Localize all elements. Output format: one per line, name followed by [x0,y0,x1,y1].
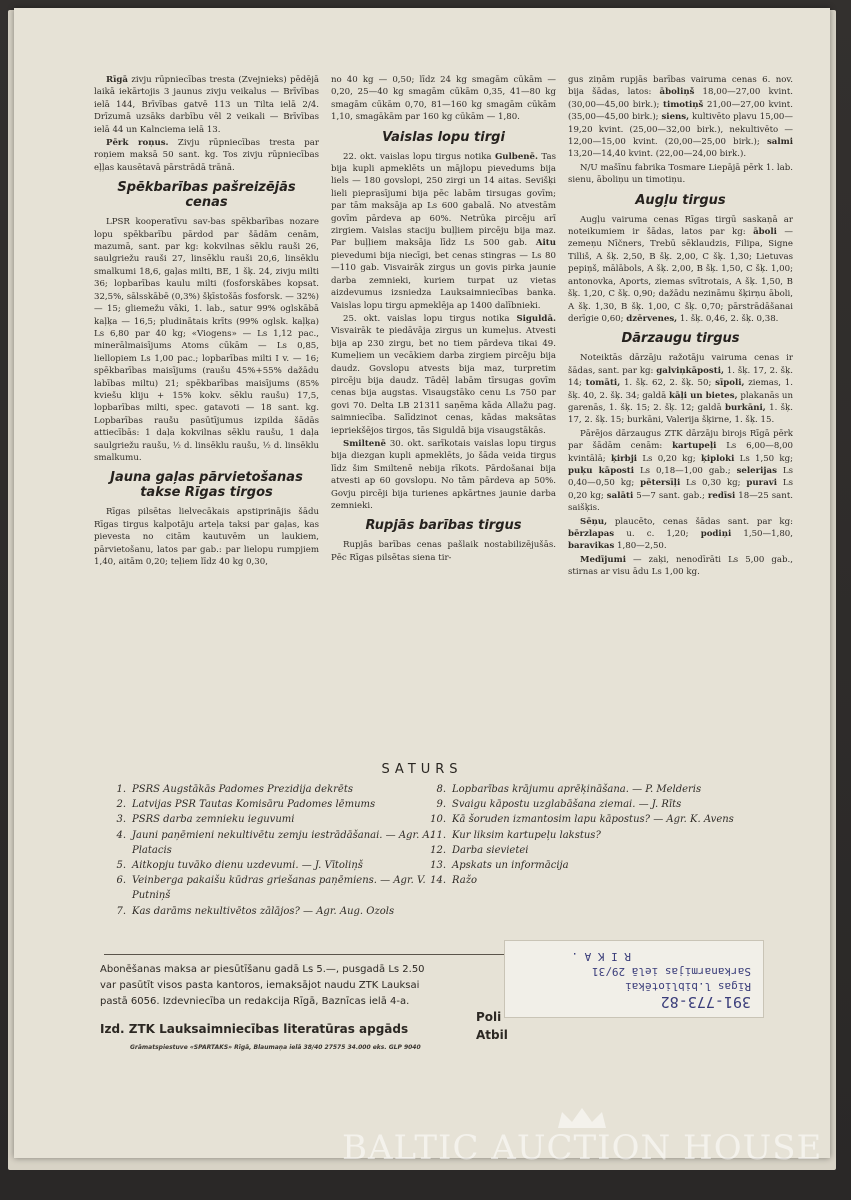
paragraph-text: plaucēto, cenas šādas sant. par kg: [607,516,793,527]
paragraph-text: 18,00—27,00 kvint. (30,00—45,00 birk.); [568,87,793,110]
contents-item-title: Kas darāms nekultivētos zālājos? — Agr. Aug. Ozols [132,905,395,917]
paragraph-text: pievedumi bija niecīgi, bet cenas stingras — Ls 80—110 gab. Visvairāk zirgus un govis pirka jaunie darba zemnieki, kuriem turpat uz vietas aizdevumus izsniedza Lauksaimniecības banka. Vaislas lopu tirgu apmeklēja ap 1400 dalībnieki. [331,250,556,311]
stamp-line: 391-773-82 [660,993,751,1011]
article-columns [94,74,794,754]
emphasis: puravi [746,478,778,489]
emphasis: sīpoli, [715,378,745,389]
contents-item [428,782,758,797]
contents-item-title: Latvijas PSR Tautas Komisāru Padomes lēmums [132,799,376,811]
contents-item-number: 13. [430,860,446,872]
paragraph-text: 22. okt. vaislas lopu tirgus notika [343,151,495,162]
contents-item-number: 7. [116,905,126,917]
contents-item-title: Kur liksim kartupeļu lakstus? [452,829,601,841]
emphasis: Medījumi [580,554,626,565]
subscription-line: var pasūtīt visos pasta kantoros, iemaksājot naudu ZTK Lauksai [100,980,420,991]
paragraph-lead: Pērk roņus. [106,138,169,149]
emphasis: bērzlapas [568,529,615,539]
contents-item-title: PSRS Augstākās Padomes Prezidija dekrēts [132,784,353,795]
paragraph: N/U mašīnu fabrika Tosmare Liepājā pērk 1. lab. sienu, āboliņu un timotiņu. [568,162,793,186]
paragraph-text: 1,50—1,80, [731,529,793,539]
paragraph: Rīgas pilsētas lielvecākais apstiprinājis šādu Rīgas tirgus kalpotāju arteļa taksi par gaļas, kas pievesta no citām kautuvēm un laukiem, pārvietošanu, latos par gab.: par lielopu rumpjiem 1,40, aitām 0,20; teļiem līdz 40 kg 0,30, [94,507,319,567]
paragraph-text: Ls 0,40—0,50 kg; [568,465,793,489]
paragraph-text: 1. šķ. 0,46, 2. šķ. 0,38. [677,313,779,324]
contents-item [428,797,758,812]
emphasis: ķiploki [700,453,735,464]
paragraph-text: kultivēto pļavu 15,00—19,20 kvint. (25,00—32,00 birk.), nekultivēto — 12,00—15,00 kvint. (20,00—25,00 birk.); [568,112,793,148]
paragraph-text: gus ziņām rupjās barības vairuma cenas 6. nov. bija šādas, latos: [568,75,793,98]
paragraph-text: Pārējos dārzaugus ZTK dārzāju birojs Rīgā pērk par šādām cenām: [568,428,793,452]
printer-imprint: Grāmatspiestuve «SPARTAKS» Rīgā, Blaumaņa ielā 38/40 27575 34.000 eks. GLP 9040 [130,1044,421,1051]
paragraph-text: Zivju rūpniecības tresta par roņiem maksā 50 sant. kg. Tos zivju rūpniecības eļļas kausētavā pārstrādā trānā. [94,138,319,173]
emphasis: pētersīļi [640,478,681,489]
emphasis: salmi [766,137,793,148]
paragraph [568,214,793,326]
section-heading: Jauna gaļas pārvietošanas takse Rīgas tirgos [110,470,303,501]
paragraph [94,137,319,174]
contents-item-title: Aitkopju tuvāko dienu uzdevumi. — J. Vītoliņš [132,860,363,872]
contents-item-title: Veinberga pakaišu kūdras griešanas paņēmiens. — Agr. V. Putniņš [132,875,426,902]
contents-item [108,873,438,903]
contents-item-number: 14. [430,875,446,887]
newspaper-page [14,8,830,1158]
contents-item-title: Darba sievietei [452,844,529,856]
paragraph [331,151,556,312]
section-heading: Augļu tirgus [635,192,726,208]
subscription-line: pastā 6056. Izdevniecība un redakcija Rīgā, Baznīcas ielā 4-a. [100,996,410,1007]
contents-item-title: Apskats un informācija [452,860,569,872]
paragraph [568,516,793,553]
section-heading: Spēkbarības pašreizējās cenas [117,180,296,211]
contents-item-title: Kā šoruden izmantosim lapu kāpostus? — Agr. K. Avens [452,814,734,826]
column-2 [331,74,556,754]
section-heading: Vaislas lopu tirgi [382,129,505,145]
emphasis: selerijas [736,465,777,476]
contents-item [108,812,438,827]
emphasis: galviņkāposti, [656,365,724,376]
emphasis: siens, [661,112,690,123]
editor-credit-line: Atbil [476,1028,508,1042]
paragraph-text: Tas bija kupli apmeklēts un mājlopu pievedums bija liels — 180 govslopi, 250 zirgi un 14 aitas. Sevišķi lieli pieprasījumi bija pēc labām tirsugas govīm; par tām maksāja ap Ls 600 gabalā. No atvestām govīm pārdeva ap 60%. Netrūka pircēju arī zirgiem. Vaislas staciju buļļiem pircēju bija maz. Par buļļiem maksāja līdz Ls 500 gab. [331,151,556,249]
contents-item-number: 1. [116,784,126,795]
paragraph-text: Augļu vairuma cenas Rīgas tirgū saskaņā ar noteikumiem ir šādas, latos par kg: [568,214,793,238]
emphasis: burkāni, [724,402,766,413]
emphasis: dzērvenes, [626,313,678,324]
paragraph [568,554,793,579]
contents-item-title: Jauni paņēmieni nekultivētu zemju iestrādāšanai. — Agr. A. Platacis [132,829,433,856]
contents-list-left [108,782,438,919]
paragraph-text: Ls 1,50 kg; [734,453,793,464]
paragraph-text: 25. okt. vaislas lopu tirgus notika [343,313,517,324]
contents-item [428,828,758,843]
column-1 [94,74,319,754]
stamp-line: Sarkanarmijas ielā 29/31 [592,965,751,978]
paragraph-text: 1,80—2,50. [614,541,667,552]
paragraph [568,74,793,161]
contents-item [428,843,758,858]
emphasis: puķu kāposti [568,465,635,476]
contents-item-number: 3. [116,814,126,826]
contents-item-number: 8. [436,784,446,795]
contents-item [108,828,438,858]
paragraph-text: Noteiktās dārzāju ražotāju vairuma cenas ir šādas, sant. par kg: [568,353,793,376]
contents-item [428,812,758,827]
contents-item-number: 6. [116,875,126,887]
emphasis: kartupeļi [672,441,717,452]
contents-item-title: PSRS darba zemnieku ieguvumi [132,814,295,826]
contents-item-number: 2. [116,799,126,811]
paragraph-text: 13,20—14,40 kvint. (22,00—24,00 birk.). [568,149,747,160]
emphasis: tomāti, [585,378,621,389]
contents-item [108,904,438,919]
emphasis: āboliņš [659,87,695,98]
paragraph [331,438,556,512]
contents-item [428,858,758,873]
auction-watermark [300,1106,840,1176]
library-label [504,940,764,1018]
watermark-text: BALTIC AUCTION HOUSE [342,1128,823,1168]
contents-title: SATURS [381,762,463,777]
emphasis: salāti [606,490,634,501]
emphasis: kāļi un bietes, [669,390,738,401]
paragraph-text: — zaķi, nenodīrāti Ls 5,00 gab., stirnas ar visu ādu Ls 1,00 kg. [568,554,793,578]
contents-item-number: 12. [430,844,446,856]
contents-list-right [428,782,758,888]
paragraph [331,313,556,437]
subscription-line: Abonēšanas maksa ar piesūtīšanu gadā Ls 5.—, pusgadā Ls 2.50 [100,964,425,975]
paragraph-text: 1. šķ. 62, 2. šķ. 50; [620,378,716,389]
paragraph-text: ziemas, 1. šķ. 40, 2. šķ. 34; galdā [568,378,793,401]
contents-item-title: Svaigu kāpostu uzglabāšana ziemai. — J. Rīts [452,799,682,811]
paragraph-text: 1. šķ. 17, 2. šķ. 14; [568,365,793,389]
paragraph-text: Ls 0,20 kg; [568,478,793,501]
emphasis: redīsi [707,490,736,501]
section-heading: Rupjās barības tirgus [365,518,522,534]
paragraph-text: 5—7 sant. gab.; [633,490,708,501]
subscription-info [100,962,510,1010]
emphasis: āboli [753,227,777,238]
contents-item-number: 11. [430,829,446,841]
paragraph: LPSR kooperatīvu sav-bas spēkbarības nozare lopu spēkbarību pārdod par šādām cenām, mazumā, sant. par kg: kokvilnas sēklu rauši 26, saulgriežu rauši 27, linsēklu rauši 20,6, linsēklu smalkumi 18,6, gaļas milti, BE, 1 šķ. 24, zivju milti 36; lopbarības kaulu milti (fosforskābes kopsat. 32,5%, sālsskābē (0,3%) šķīstošās fosforsk. — 32%) — 15; gliemežu vāki, 1. lab., satur 99% oglskābā kaļķa — 16,5; pludinātais krīts (99% oglsk. kaļķa) Ls 6,80 par 40 kg; «Viogens» — Ls 1,12 pac., minerālmaisījums Atoms cūkām — Ls 0,85, liellopiem Ls 1,00 pac.; lopbarības milti I v. — 16; spēkbarības maisījums (raušu 45%+55% dažādu labības miltu) 21; spēkbarības maisījums (85% kviešu kliju + 15% kokv. sēklu raušu) 17,5, lopbarības milti, spec. gatavoti — 18 sant. kg. Lopbarības raušu pasūtījumus izpilda šādās attiecībās: 1 daļa kokvilnas sēklu raušu, 1 daļa saulgriežu raušu, ½ d. linsēklu raušu, ½ d. linsēklu smalkumu. [94,217,319,463]
contents-item [108,782,438,797]
stamp-line: R I K A . [571,950,631,963]
section-heading: Dārzaugu tirgus [621,331,740,347]
emphasis: podiņi [700,529,732,539]
paragraph [568,352,793,426]
paragraph-text: 18—25 sant. saišķis. [568,490,793,514]
emphasis: ķirbji [610,453,638,464]
paragraph [568,428,793,515]
paragraph-text: Ls 0,18—1,00 gab.; [634,465,737,476]
contents-item [428,873,758,888]
paragraph-text: 30. okt. sarīkotais vaislas lopu tirgus bija diezgan kupli apmeklēts, jo šāda veida tirgus līdz šim Smiltenē nebija rīkots. Pārdošanai bija atvesti ap 60 govslopu. No tām pārdeva ap 50%. Govju pircēji bija turienes apkārtnes jaunie darba zemnieki. [331,438,556,511]
place-name: Smiltenē [343,438,386,449]
paragraph-text: Ls 0,30 kg; [680,478,747,489]
place-name: Siguldā. [516,313,556,324]
column-3 [568,74,793,754]
library-stamp [505,941,765,1019]
contents-item-number: 4. [116,829,126,841]
contents-item [108,858,438,873]
contents-item-title: Lopbarības krājumu aprēķināšana. — P. Melderis [452,784,702,795]
emphasis: baravikas [568,541,615,552]
emphasis: Aitu [535,238,556,249]
paragraph-text: zivju rūpniecības tresta (Zvejnieks) pēdējā laikā iekārtojis 3 jaunus zivju veikalus — Brīvības ielā 144, Brīvības gatvē 113 un Tilta ielā 2/4. Drīzumā uzsāks darbību vēl 2 veikali — Brīvības ielā 44 un Kalnciema ielā 13. [94,75,319,135]
contents-item-title: Ražo [452,875,478,887]
contents-item-number: 10. [430,814,446,826]
paragraph: Rupjās barības cenas pašlaik nostabilizējušās. Pēc Rīgas pilsētas siena tir- [331,540,556,563]
emphasis: Sēņu, [580,516,608,527]
publisher-line: Izd. ZTK Lauksaimniecības literatūras apgāds [100,1022,409,1036]
contents-item [108,797,438,812]
paragraph-text: Visvairāk te piedāvāja zirgus un kumeļus. Atvesti bija ap 230 zirgu, bet no tiem pārdeva tikai 49. Kumeļiem un vecākiem darba zirgiem pircēju bija daudz. Govslopu atvests bija maz, turpretim pircēju bija daudz. Tādēļ labām tīrsugas govīm cenas bija augstas. Visaugstāko cenu Ls 750 par govi 70. Delta LB 21311 saņēma kāda Allažu pag. saimniecība. Salīdzinot cenas, kādas maksātas iepriekšējos tirgos, tās Siguldā bija visaugstākās. [331,326,556,436]
paragraph-text: plakanās un garenās, 1. šķ. 15; 2. šķ. 12; galdā [568,390,793,413]
paragraph-text: u. c. 1,20; [614,529,701,539]
contents-item-number: 9. [436,799,446,811]
paragraph-text: Ls 0,20 kg; [637,453,701,464]
editor-credit-line: Poli [476,1010,502,1024]
paragraph: no 40 kg — 0,50; līdz 24 kg smagām cūkām — 0,20, 25—40 kg smagām cūkām 0,35, 41—80 kg smagām cūkām 0,70, 81—160 kg smagām cūkām 1,10, smagākām par 160 kg cūkām — 1,80. [331,75,556,123]
stamp-line: Rīgas l.bibliotēkai [625,980,751,993]
paragraph-text: Ls 6,00—8,00 kvintālā; [568,441,793,464]
paragraph-text: — zemeņu Nīčners, Trebū sēklaudzis, Filipa, Signe Tilliš, A šķ. 2,50, B šķ. 2,00, C šķ. 1,30; Lietuvas pepiņš, mālābols, A šķ. 2,00, B šķ. 1,50, C šķ. 1,00; antonovka, Aports, ziemas svītrotais, A šķ. 1,50, B šķ. 1,20, C šķ. 0,90; dažādu nezināmu šķirņu āboli, A šķ. 1,30, B šķ. 1,00, C šķ. 0,70; pārstrādāšanai derīgie 0,60; [568,227,793,324]
paragraph-text: 1. šķ. 17, 2. šķ. 15; burkāni, Valerija šķirne, 1. šķ. 15. [568,402,793,426]
contents-item-number: 5. [116,860,126,872]
emphasis: timotiņš [662,99,704,110]
paragraph-text: 21,00—27,00 kvint. (35,00—45,00 birk.); [568,99,793,123]
paragraph-lead: Rīgā [106,75,128,85]
place-name: Gulbenē. [494,151,538,162]
paragraph [94,74,319,136]
